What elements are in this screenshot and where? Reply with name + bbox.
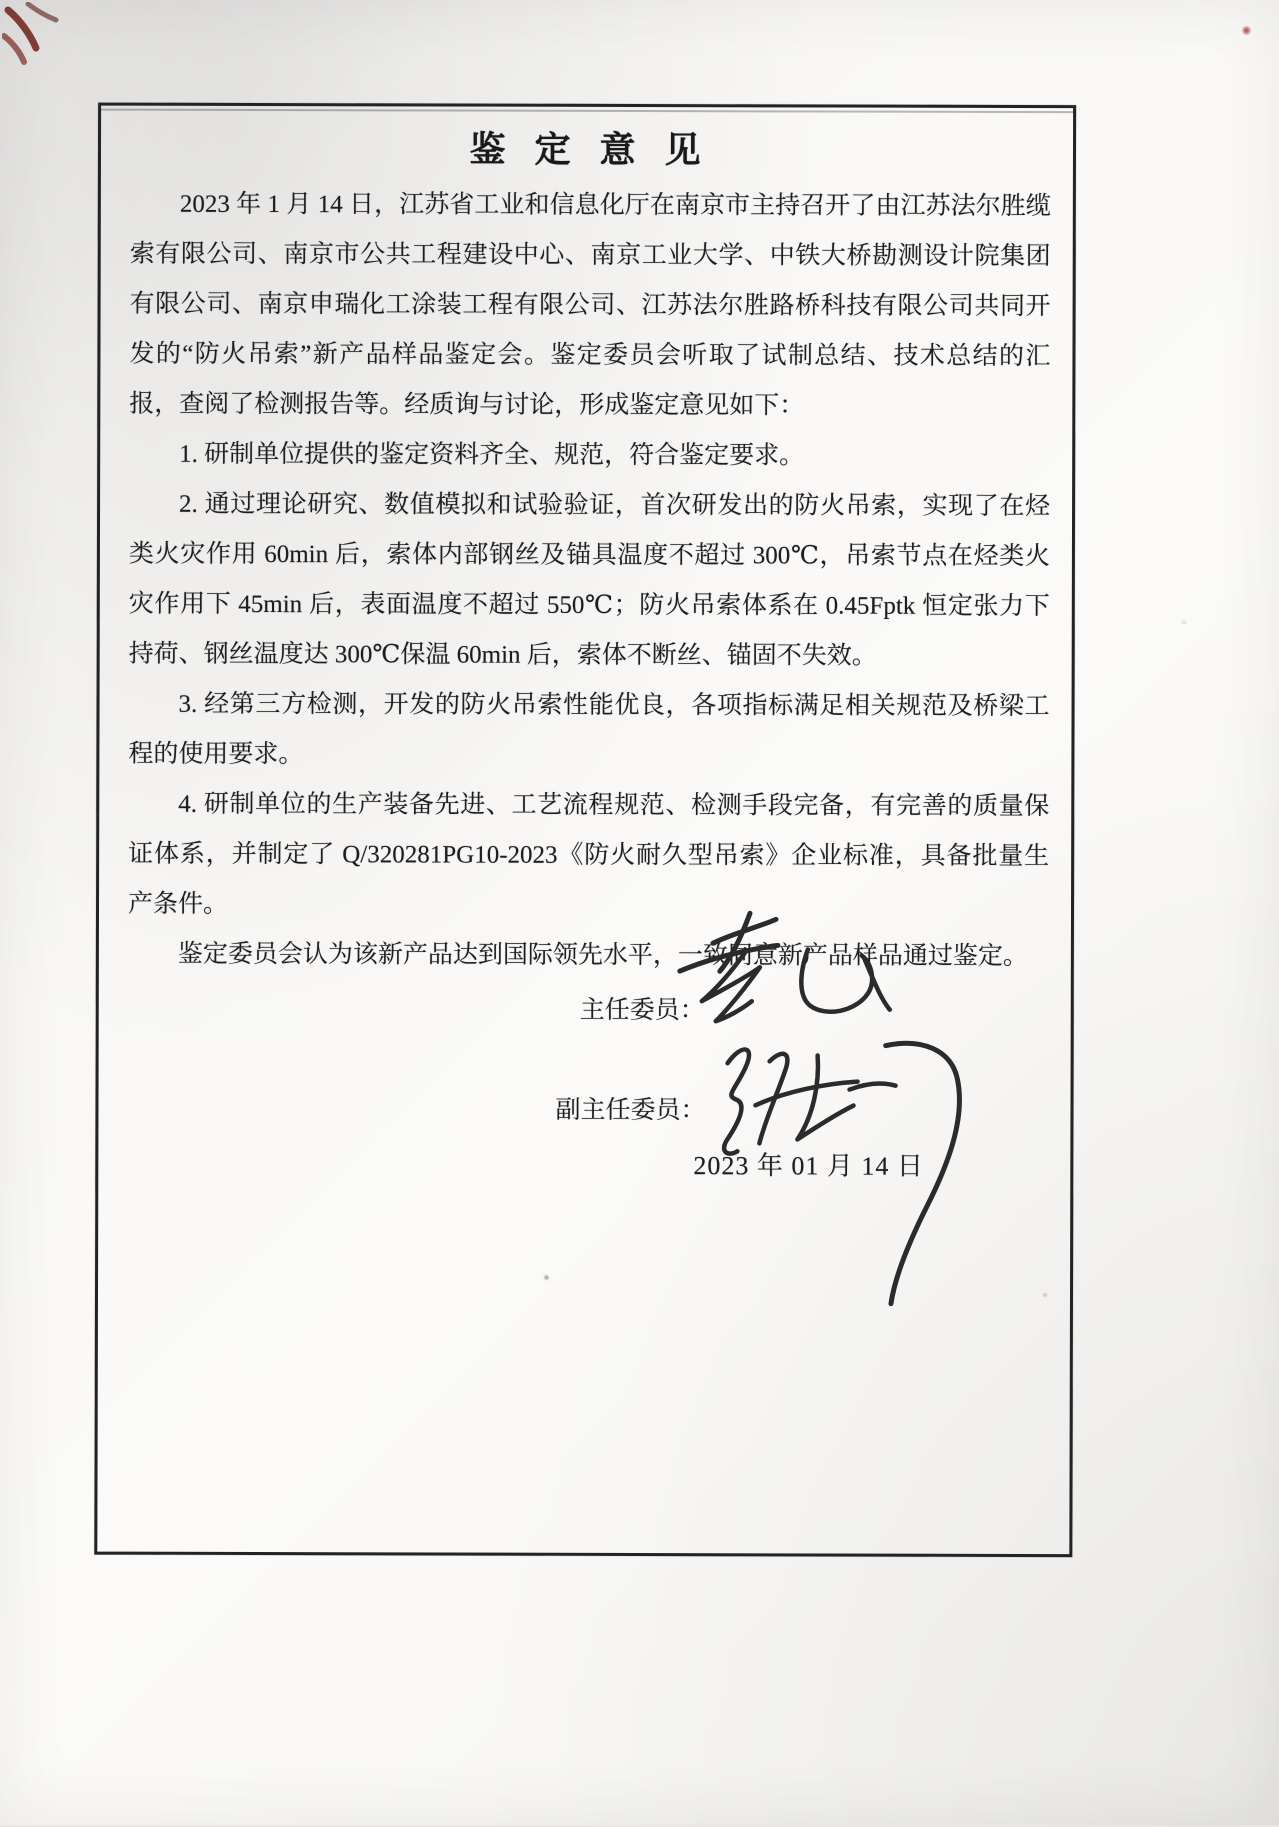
chair-signature: [658, 905, 908, 1046]
opinion-item-4: 4. 研制单位的生产装备先进、工艺流程规范、检测手段完备，有完善的质量保证体系，并制定了 Q/320281PG10-2023《防火耐久型吊索》企业标准，具备批量生产条件。: [127, 790, 1050, 918]
document-title: 鉴 定 意 见: [469, 129, 711, 171]
opinion-item-1: 1. 研制单位提供的鉴定资料齐全、规范，符合鉴定要求。: [179, 440, 805, 470]
chair-signature-label: 主任委员：: [579, 996, 705, 1025]
paragraph-intro: 2023 年 1 月 14 日，江苏省工业和信息化厅在南京市主持召开了由江苏法尔胜缆索有限公司、南京市公共工程建设中心、南京工业大学、中铁大桥勘测设计院集团有限公司、南京申瑞化工涂装工程有限公司、江苏法尔胜路桥科技有限公司共同开发的“防火吊索”新产品样品鉴定会。鉴定委员会听取了试制总结、技术总结的汇报，查阅了检测报告等。经质询与讨论，形成鉴定意见如下：: [129, 190, 1051, 420]
paragraph-conclusion: 鉴定委员会认为该新产品达到国际领先水平，一致同意新产品样品通过鉴定。: [177, 940, 1028, 971]
opinion-item-3: 3. 经第三方检测，开发的防火吊索性能优良，各项指标满足相关规范及桥梁工程的使用要求。: [128, 690, 1050, 769]
opinion-item-2: 2. 通过理论研究、数值模拟和试验验证，首次研发出的防火吊索，实现了在烃类火灾作用 60min 后，索体内部钢丝及锚具温度不超过 300℃，吊索节点在烃类火灾作用下 45min 后，表面温度不超过 550℃；防火吊索体系在 0.45Fptk 恒定张力下持荷、钢丝温度达 300℃保温 60min 后，索体不断丝、锚固不失效。: [128, 490, 1051, 670]
document-body: [128, 180, 1051, 982]
vice-chair-signature-label: 副主任委员：: [555, 1096, 706, 1125]
appraisal-date: 2023 年 01 月 14 日: [693, 1151, 924, 1181]
